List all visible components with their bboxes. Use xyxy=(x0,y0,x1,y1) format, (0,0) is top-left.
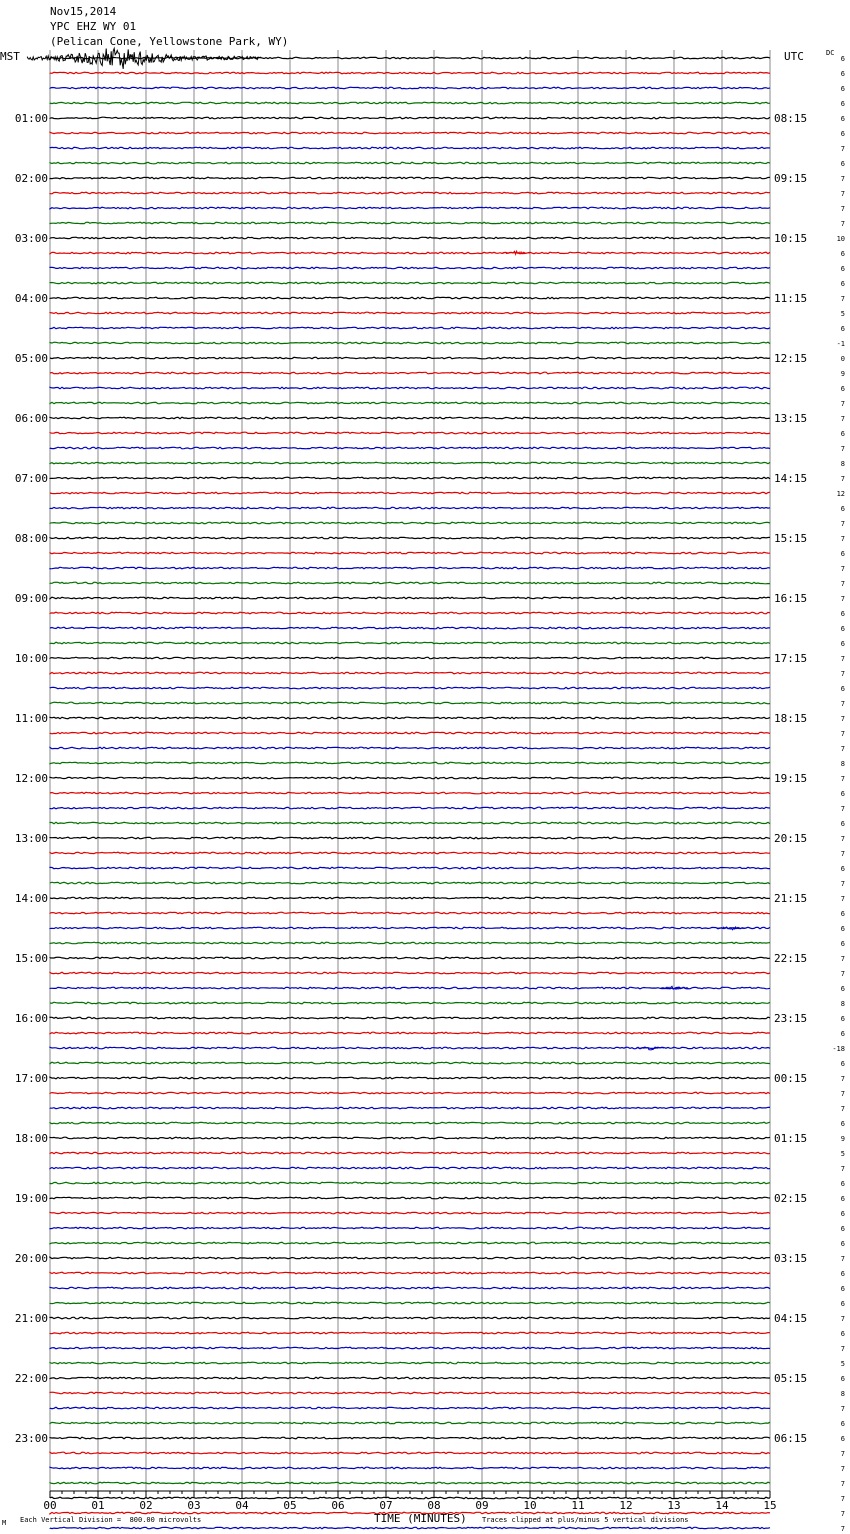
left-hour-label: 14:00 xyxy=(14,892,48,905)
trace-line xyxy=(50,477,770,479)
trace-line xyxy=(50,1182,770,1184)
dc-offset-label: 7 xyxy=(840,955,845,963)
right-hour-label: 22:15 xyxy=(774,952,808,965)
right-hour-label: 20:15 xyxy=(774,832,808,845)
left-timezone-label: MST xyxy=(0,50,20,63)
trace-line xyxy=(50,417,770,419)
right-hour-label: 09:15 xyxy=(774,172,808,185)
right-timezone-label: UTC xyxy=(784,50,804,63)
trace-line xyxy=(50,1362,770,1364)
trace-line xyxy=(50,792,770,794)
dc-offset-label: 8 xyxy=(840,760,845,768)
trace-line xyxy=(50,1497,770,1499)
dc-offset-label: 6 xyxy=(840,1120,845,1128)
left-hour-label: 10:00 xyxy=(14,652,48,665)
trace-line xyxy=(50,1407,770,1409)
trace-line xyxy=(50,1422,770,1424)
trace-line xyxy=(50,837,770,839)
dc-offset-label: 5 xyxy=(840,1360,845,1368)
trace-line xyxy=(50,117,770,119)
dc-offset-label: 7 xyxy=(840,580,845,588)
dc-offset-label: 7 xyxy=(840,175,845,183)
dc-offset-label: 6 xyxy=(840,1435,845,1443)
dc-offset-label: 7 xyxy=(840,970,845,978)
dc-offset-label: 9 xyxy=(840,1135,845,1143)
trace-line xyxy=(50,882,770,884)
footer-scale: Each Vertical Division = 800.00 microvolts xyxy=(20,1516,202,1524)
right-hour-label: 10:15 xyxy=(774,232,808,245)
dc-offset-label: 6 xyxy=(840,505,845,513)
right-hour-label: 21:15 xyxy=(774,892,808,905)
dc-offset-label: 7 xyxy=(840,220,845,228)
dc-offset-label: 7 xyxy=(840,700,845,708)
header-location: (Pelican Cone, Yellowstone Park, WY) xyxy=(50,35,289,48)
dc-offset-label: 0 xyxy=(840,355,845,363)
trace-line xyxy=(50,372,770,374)
right-hour-label: 16:15 xyxy=(774,592,808,605)
dc-offset-label: 6 xyxy=(840,85,845,93)
left-hour-label: 23:00 xyxy=(14,1432,48,1445)
x-axis-title: TIME (MINUTES) xyxy=(374,1512,467,1525)
dc-offset-label: 6 xyxy=(840,925,845,933)
dc-offset-label: 7 xyxy=(840,475,845,483)
trace-line xyxy=(50,627,770,629)
dc-offset-label: 6 xyxy=(840,1330,845,1338)
trace-line xyxy=(50,87,770,89)
x-tick-label: 01 xyxy=(91,1499,105,1512)
trace-line xyxy=(50,252,770,254)
trace-line xyxy=(50,297,770,299)
dc-offset-label: 6 xyxy=(840,1285,845,1293)
trace-line xyxy=(50,147,770,149)
dc-offset-label: 8 xyxy=(840,460,845,468)
trace-line xyxy=(50,1392,770,1394)
trace-line xyxy=(50,387,770,389)
dc-offset-label: 6 xyxy=(840,1300,845,1308)
x-tick-label: 05 xyxy=(283,1499,297,1512)
left-hour-label: 01:00 xyxy=(14,112,48,125)
dc-offset-label: 7 xyxy=(840,1105,845,1113)
dc-offset-label: 7 xyxy=(840,1315,845,1323)
dc-offset-label: 8 xyxy=(840,1390,845,1398)
right-hour-label: 05:15 xyxy=(774,1372,808,1385)
dc-offset-label: 7 xyxy=(840,715,845,723)
trace-line xyxy=(50,1002,770,1004)
trace-line xyxy=(50,747,770,749)
x-tick-label: 00 xyxy=(43,1499,57,1512)
trace-line xyxy=(50,1107,770,1109)
trace-line xyxy=(50,897,770,899)
dc-offset-label: 7 xyxy=(840,670,845,678)
trace-line xyxy=(50,867,770,869)
trace-line xyxy=(50,1242,770,1244)
trace-line xyxy=(50,267,770,269)
dc-offset-label: 7 xyxy=(840,895,845,903)
x-tick-label: 13 xyxy=(667,1499,681,1512)
trace-line xyxy=(50,342,770,344)
dc-offset-label: 12 xyxy=(836,490,845,498)
x-tick-label: 15 xyxy=(763,1499,777,1512)
dc-offset-label: 7 xyxy=(840,205,845,213)
header-station: YPC EHZ WY 01 xyxy=(50,20,137,33)
trace-line xyxy=(50,1122,770,1124)
trace-line xyxy=(50,1167,770,1169)
dc-offset-label: 7 xyxy=(840,415,845,423)
right-hour-label: 06:15 xyxy=(774,1432,808,1445)
left-hour-label: 21:00 xyxy=(14,1312,48,1325)
x-tick-label: 12 xyxy=(619,1499,633,1512)
right-hour-label: 12:15 xyxy=(774,352,808,365)
trace-line xyxy=(50,327,770,329)
left-hour-label: 15:00 xyxy=(14,952,48,965)
trace-line xyxy=(50,1332,770,1334)
trace-line xyxy=(50,1257,770,1259)
dc-offset-label: 7 xyxy=(840,880,845,888)
trace-line xyxy=(50,1197,770,1199)
x-tick-label: 14 xyxy=(715,1499,729,1512)
trace-line xyxy=(50,402,770,404)
dc-offset-label: 7 xyxy=(840,445,845,453)
right-hour-label: 02:15 xyxy=(774,1192,808,1205)
dc-offset-label: 6 xyxy=(840,265,845,273)
trace-line xyxy=(50,1032,770,1034)
trace-line xyxy=(50,672,770,674)
dc-offset-label: 6 xyxy=(840,385,845,393)
trace-line xyxy=(50,72,770,74)
trace-line xyxy=(50,582,770,584)
trace-line xyxy=(50,447,770,449)
trace-line xyxy=(50,207,770,209)
dc-offset-label: 7 xyxy=(840,520,845,528)
dc-offset-label: 6 xyxy=(840,1225,845,1233)
trace-line xyxy=(50,552,770,554)
trace-line xyxy=(50,567,770,569)
x-tick-label: 09 xyxy=(475,1499,489,1512)
dc-offset-label: 7 xyxy=(840,1165,845,1173)
dc-offset-label: 7 xyxy=(840,1075,845,1083)
trace-line xyxy=(50,612,770,614)
dc-offset-label: 6 xyxy=(840,130,845,138)
trace-line xyxy=(50,957,770,959)
trace-line xyxy=(50,1272,770,1274)
trace-line xyxy=(50,1092,770,1094)
dc-offset-label: 7 xyxy=(840,835,845,843)
trace-line xyxy=(50,1467,770,1469)
dc-offset-label: 6 xyxy=(840,430,845,438)
trace-line xyxy=(50,822,770,824)
dc-offset-label: 6 xyxy=(840,1375,845,1383)
dc-label: DC xyxy=(826,49,835,57)
trace-line xyxy=(50,942,770,944)
dc-offset-label: -1 xyxy=(836,340,845,348)
dc-offset-label: 6 xyxy=(840,100,845,108)
trace-line xyxy=(50,762,770,764)
dc-offset-label: 7 xyxy=(840,565,845,573)
trace-line xyxy=(50,1152,770,1154)
dc-offset-label: 6 xyxy=(840,1270,845,1278)
trace-line xyxy=(50,462,770,464)
dc-offset-label: 6 xyxy=(840,115,845,123)
left-hour-label: 11:00 xyxy=(14,712,48,725)
x-tick-label: 02 xyxy=(139,1499,153,1512)
right-hour-label: 15:15 xyxy=(774,532,808,545)
dc-offset-label: 7 xyxy=(840,190,845,198)
dc-offset-label: 7 xyxy=(840,1405,845,1413)
trace-line xyxy=(50,1347,770,1349)
dc-offset-label: 6 xyxy=(840,160,845,168)
dc-offset-label: 7 xyxy=(840,1480,845,1488)
dc-offset-label: 5 xyxy=(840,310,845,318)
left-hour-label: 02:00 xyxy=(14,172,48,185)
dc-offset-label: 6 xyxy=(840,1420,845,1428)
dc-offset-label: 6 xyxy=(840,1195,845,1203)
right-hour-label: 17:15 xyxy=(774,652,808,665)
dc-offset-label: 7 xyxy=(840,535,845,543)
right-hour-label: 00:15 xyxy=(774,1072,808,1085)
dc-offset-label: 6 xyxy=(840,910,845,918)
dc-offset-label: 7 xyxy=(840,295,845,303)
dc-offset-label: 6 xyxy=(840,55,845,63)
dc-offset-label: 6 xyxy=(840,865,845,873)
dc-offset-label: -18 xyxy=(832,1045,845,1053)
left-hour-label: 08:00 xyxy=(14,532,48,545)
dc-offset-label: 6 xyxy=(840,1015,845,1023)
trace-line xyxy=(50,177,770,179)
x-tick-label: 11 xyxy=(571,1499,585,1512)
left-hour-label: 22:00 xyxy=(14,1372,48,1385)
left-hour-label: 13:00 xyxy=(14,832,48,845)
dc-offset-label: 6 xyxy=(840,1210,845,1218)
trace-line xyxy=(50,132,770,134)
left-hour-label: 17:00 xyxy=(14,1072,48,1085)
trace-line xyxy=(50,732,770,734)
trace-line xyxy=(50,642,770,644)
footer-marker: M xyxy=(2,1519,7,1527)
right-hour-label: 01:15 xyxy=(774,1132,808,1145)
trace-line xyxy=(50,1377,770,1379)
left-hour-label: 04:00 xyxy=(14,292,48,305)
trace-line xyxy=(50,1452,770,1454)
dc-offset-label: 7 xyxy=(840,1465,845,1473)
trace-line xyxy=(50,1017,770,1019)
x-tick-label: 10 xyxy=(523,1499,537,1512)
dc-offset-label: 7 xyxy=(840,1510,845,1518)
right-hour-label: 19:15 xyxy=(774,772,808,785)
trace-line xyxy=(50,1317,770,1319)
right-hour-label: 08:15 xyxy=(774,112,808,125)
right-hour-label: 11:15 xyxy=(774,292,808,305)
trace-line xyxy=(50,687,770,689)
trace-line xyxy=(50,657,770,659)
trace-line xyxy=(50,597,770,599)
dc-offset-label: 6 xyxy=(840,550,845,558)
trace-line xyxy=(50,522,770,524)
header-date: Nov15,2014 xyxy=(50,5,117,18)
dc-offset-label: 6 xyxy=(840,280,845,288)
left-hour-label: 19:00 xyxy=(14,1192,48,1205)
trace-line xyxy=(50,1302,770,1304)
right-hour-label: 14:15 xyxy=(774,472,808,485)
trace-line xyxy=(50,1062,770,1064)
dc-offset-label: 7 xyxy=(840,1495,845,1503)
x-tick-label: 06 xyxy=(331,1499,345,1512)
right-hour-label: 13:15 xyxy=(774,412,808,425)
dc-offset-label: 6 xyxy=(840,325,845,333)
dc-offset-label: 7 xyxy=(840,850,845,858)
trace-line xyxy=(50,432,770,434)
dc-offset-label: 7 xyxy=(840,145,845,153)
left-hour-label: 05:00 xyxy=(14,352,48,365)
trace-line xyxy=(50,222,770,224)
trace-line xyxy=(50,927,770,929)
right-hour-label: 23:15 xyxy=(774,1012,808,1025)
dc-offset-label: 6 xyxy=(840,790,845,798)
dc-offset-label: 7 xyxy=(840,400,845,408)
dc-offset-label: 10 xyxy=(836,235,845,243)
dc-offset-label: 7 xyxy=(840,745,845,753)
x-tick-label: 03 xyxy=(187,1499,201,1512)
dc-offset-label: 6 xyxy=(840,250,845,258)
trace-line xyxy=(50,1437,770,1439)
trace-line xyxy=(50,702,770,704)
dc-offset-label: 7 xyxy=(840,775,845,783)
trace-line xyxy=(50,1077,770,1079)
dc-offset-label: 6 xyxy=(840,820,845,828)
right-hour-label: 04:15 xyxy=(774,1312,808,1325)
trace-line xyxy=(50,912,770,914)
dc-offset-label: 6 xyxy=(840,70,845,78)
left-hour-label: 18:00 xyxy=(14,1132,48,1145)
trace-line xyxy=(50,1137,770,1139)
trace-line xyxy=(50,1212,770,1214)
dc-offset-label: 6 xyxy=(840,610,845,618)
dc-offset-label: 7 xyxy=(840,730,845,738)
dc-offset-label: 6 xyxy=(840,1240,845,1248)
trace-line xyxy=(50,1227,770,1229)
left-hour-label: 12:00 xyxy=(14,772,48,785)
dc-offset-label: 7 xyxy=(840,595,845,603)
trace-line xyxy=(50,972,770,974)
trace-line xyxy=(50,192,770,194)
trace-line xyxy=(50,807,770,809)
x-tick-label: 04 xyxy=(235,1499,249,1512)
right-hour-label: 03:15 xyxy=(774,1252,808,1265)
dc-offset-label: 7 xyxy=(840,1255,845,1263)
dc-offset-label: 8 xyxy=(840,1000,845,1008)
trace-line xyxy=(50,1527,770,1529)
trace-line xyxy=(50,357,770,359)
trace-line xyxy=(50,1287,770,1289)
trace-line xyxy=(50,537,770,539)
left-hour-label: 03:00 xyxy=(14,232,48,245)
dc-offset-label: 6 xyxy=(840,940,845,948)
trace-line xyxy=(50,1482,770,1484)
dc-offset-label: 7 xyxy=(840,805,845,813)
dc-offset-label: 9 xyxy=(840,370,845,378)
trace-line xyxy=(50,57,770,59)
dc-offset-label: 6 xyxy=(840,1180,845,1188)
dc-offset-label: 6 xyxy=(840,1030,845,1038)
dc-offset-label: 5 xyxy=(840,1150,845,1158)
dc-offset-label: 7 xyxy=(840,1345,845,1353)
left-hour-label: 06:00 xyxy=(14,412,48,425)
dc-offset-label: 6 xyxy=(840,685,845,693)
trace-line xyxy=(50,852,770,854)
trace-line xyxy=(50,162,770,164)
trace-line xyxy=(50,777,770,779)
dc-offset-label: 6 xyxy=(840,985,845,993)
dc-offset-label: 7 xyxy=(840,1450,845,1458)
footer-clip-note: Traces clipped at plus/minus 5 vertical divisions xyxy=(482,1516,689,1524)
trace-line xyxy=(50,492,770,494)
trace-line xyxy=(50,312,770,314)
dc-offset-label: 7 xyxy=(840,1090,845,1098)
trace-line xyxy=(50,237,770,239)
dc-offset-label: 6 xyxy=(840,1060,845,1068)
dc-offset-label: 6 xyxy=(840,640,845,648)
dc-offset-label: 7 xyxy=(840,655,845,663)
x-tick-label: 08 xyxy=(427,1499,441,1512)
trace-line xyxy=(50,507,770,509)
trace-line xyxy=(50,717,770,719)
trace-line xyxy=(50,282,770,284)
dc-offset-label: 6 xyxy=(840,625,845,633)
right-hour-label: 18:15 xyxy=(774,712,808,725)
left-hour-label: 09:00 xyxy=(14,592,48,605)
dc-offset-label: 7 xyxy=(840,1525,845,1533)
left-hour-label: 20:00 xyxy=(14,1252,48,1265)
left-hour-label: 07:00 xyxy=(14,472,48,485)
trace-line xyxy=(50,102,770,104)
x-tick-label: 07 xyxy=(379,1499,393,1512)
left-hour-label: 16:00 xyxy=(14,1012,48,1025)
